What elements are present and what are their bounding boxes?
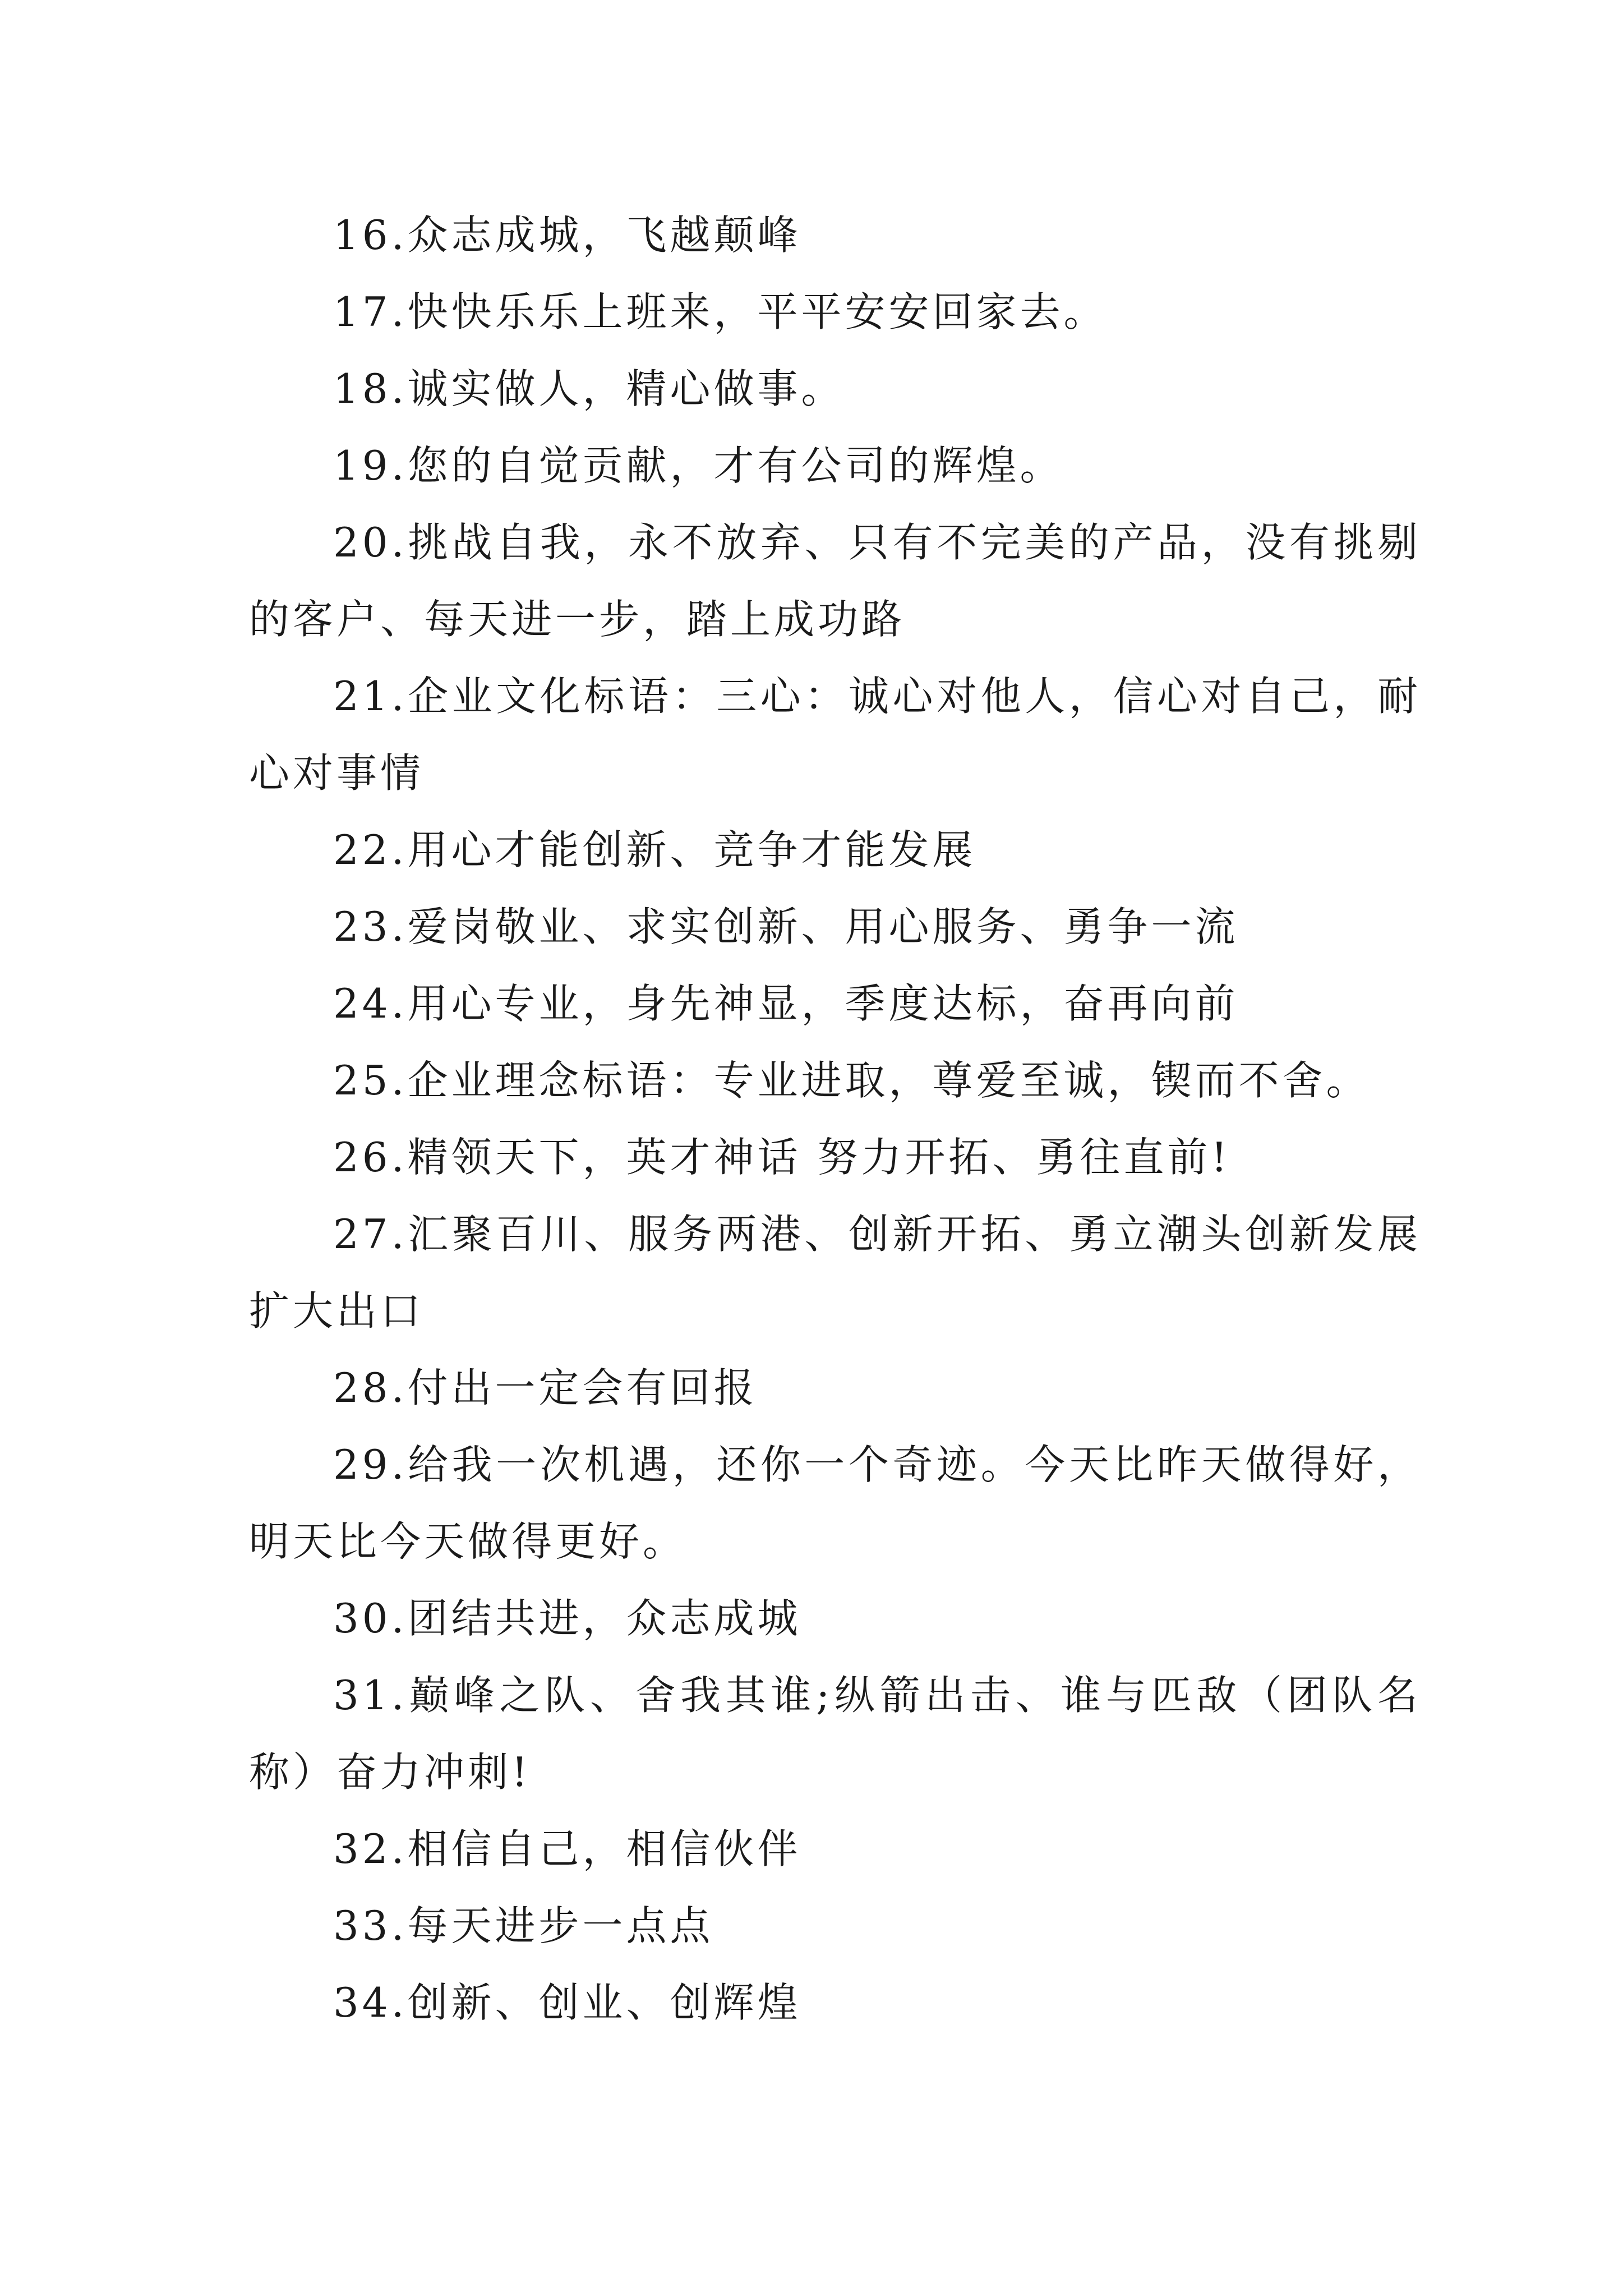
- slogan-item-32: 32.相信自己，相信伙伴: [333, 1825, 801, 1872]
- slogan-item-28: 28.付出一定会有回报: [333, 1364, 758, 1411]
- slogan-item-19: 19.您的自觉贡献，才有公司的辉煌。: [333, 442, 1064, 489]
- slogan-item-21: 21.企业文化标语：三心：诚心对他人，信心对自己，耐心对事情: [249, 673, 1421, 797]
- slogan-item-30: 30.团结共进，众志成城: [333, 1595, 801, 1642]
- slogan-item-16: 16.众志成城，飞越颠峰: [333, 211, 801, 259]
- slogan-item-26: 26.精领天下，英才神话 努力开拓、勇往直前!: [333, 1134, 1231, 1181]
- slogan-item-31: 31.巅峰之队、舍我其谁;纵箭出击、谁与匹敌（团队名称）奋力冲刺!: [249, 1672, 1421, 1796]
- slogan-item-22: 22.用心才能创新、竞争才能发展: [333, 826, 976, 873]
- slogan-item-17: 17.快快乐乐上班来，平平安安回家去。: [333, 288, 1108, 335]
- slogan-item-20: 20.挑战自我，永不放弃、只有不完美的产品，没有挑剔的客户、每天进一步，踏上成功路: [249, 519, 1421, 643]
- slogan-item-29: 29.给我一次机遇，还你一个奇迹。今天比昨天做得好，明天比今天做得更好。: [249, 1441, 1421, 1565]
- slogan-list: [249, 197, 1421, 2041]
- slogan-item-34: 34.创新、创业、创辉煌: [333, 1979, 801, 2026]
- slogan-item-24: 24.用心专业，身先神显，季度达标，奋再向前: [333, 980, 1239, 1027]
- slogan-item-27: 27.汇聚百川、服务两港、创新开拓、勇立潮头创新发展扩大出口: [249, 1211, 1421, 1335]
- slogan-item-23: 23.爱岗敬业、求实创新、用心服务、勇争一流: [333, 903, 1239, 950]
- slogan-item-18: 18.诚实做人，精心做事。: [333, 365, 845, 412]
- slogan-item-33: 33.每天进步一点点: [333, 1902, 714, 1949]
- slogan-item-25: 25.企业理念标语：专业进取，尊爱至诚，锲而不舍。: [333, 1057, 1370, 1104]
